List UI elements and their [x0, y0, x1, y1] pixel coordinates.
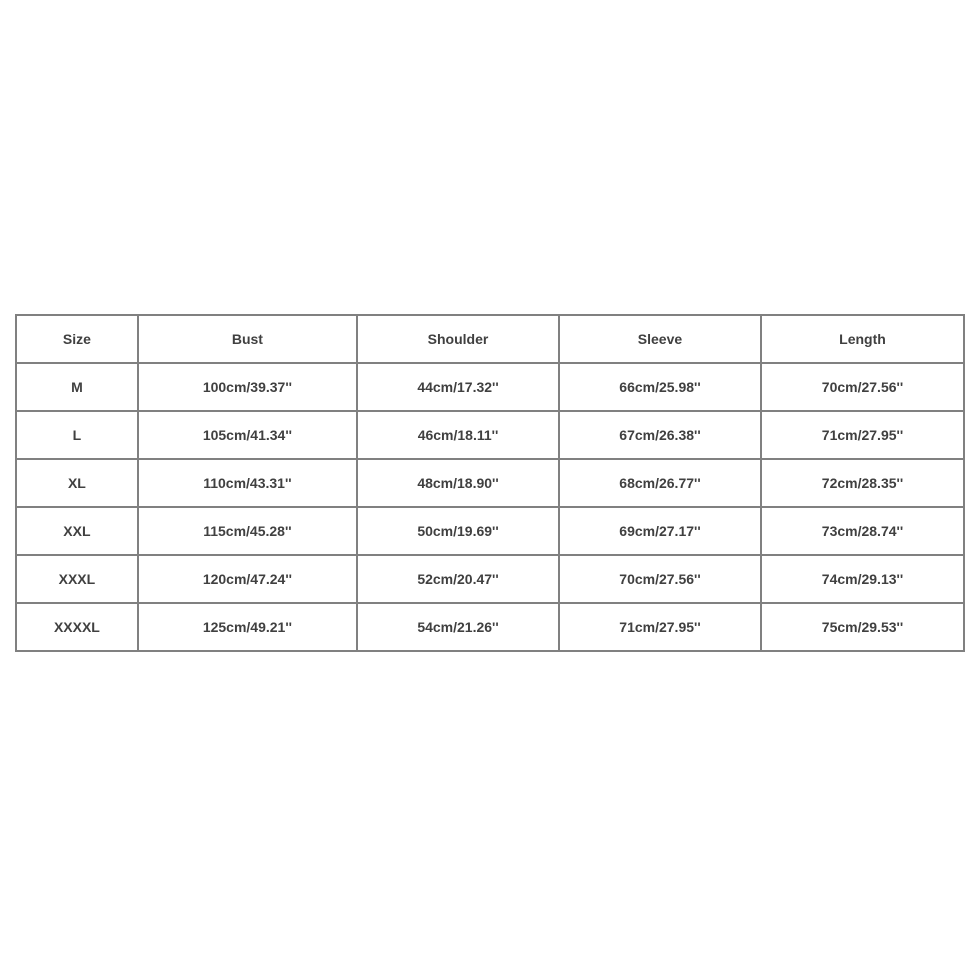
cell-bust: 115cm/45.28'' [138, 507, 357, 555]
cell-length: 71cm/27.95'' [761, 411, 964, 459]
cell-length: 74cm/29.13'' [761, 555, 964, 603]
cell-bust: 120cm/47.24'' [138, 555, 357, 603]
cell-shoulder: 48cm/18.90'' [357, 459, 559, 507]
table-row [16, 363, 964, 411]
header-bust: Bust [138, 315, 357, 363]
cell-length: 72cm/28.35'' [761, 459, 964, 507]
cell-sleeve: 70cm/27.56'' [559, 555, 761, 603]
cell-size: XXL [16, 507, 138, 555]
cell-shoulder: 54cm/21.26'' [357, 603, 559, 651]
table-row [16, 603, 964, 651]
table-row [16, 459, 964, 507]
cell-length: 75cm/29.53'' [761, 603, 964, 651]
cell-size: M [16, 363, 138, 411]
cell-shoulder: 50cm/19.69'' [357, 507, 559, 555]
cell-sleeve: 71cm/27.95'' [559, 603, 761, 651]
cell-size: XXXXL [16, 603, 138, 651]
cell-bust: 105cm/41.34'' [138, 411, 357, 459]
cell-bust: 100cm/39.37'' [138, 363, 357, 411]
cell-length: 73cm/28.74'' [761, 507, 964, 555]
size-chart-table [15, 314, 965, 652]
cell-size: XXXL [16, 555, 138, 603]
cell-shoulder: 46cm/18.11'' [357, 411, 559, 459]
cell-bust: 110cm/43.31'' [138, 459, 357, 507]
cell-bust: 125cm/49.21'' [138, 603, 357, 651]
table-row [16, 411, 964, 459]
cell-sleeve: 66cm/25.98'' [559, 363, 761, 411]
cell-length: 70cm/27.56'' [761, 363, 964, 411]
header-sleeve: Sleeve [559, 315, 761, 363]
cell-shoulder: 52cm/20.47'' [357, 555, 559, 603]
header-shoulder: Shoulder [357, 315, 559, 363]
table-header-row [16, 315, 964, 363]
cell-sleeve: 67cm/26.38'' [559, 411, 761, 459]
header-length: Length [761, 315, 964, 363]
cell-size: L [16, 411, 138, 459]
cell-shoulder: 44cm/17.32'' [357, 363, 559, 411]
cell-sleeve: 68cm/26.77'' [559, 459, 761, 507]
cell-sleeve: 69cm/27.17'' [559, 507, 761, 555]
table-row [16, 555, 964, 603]
table-row [16, 507, 964, 555]
cell-size: XL [16, 459, 138, 507]
header-size: Size [16, 315, 138, 363]
